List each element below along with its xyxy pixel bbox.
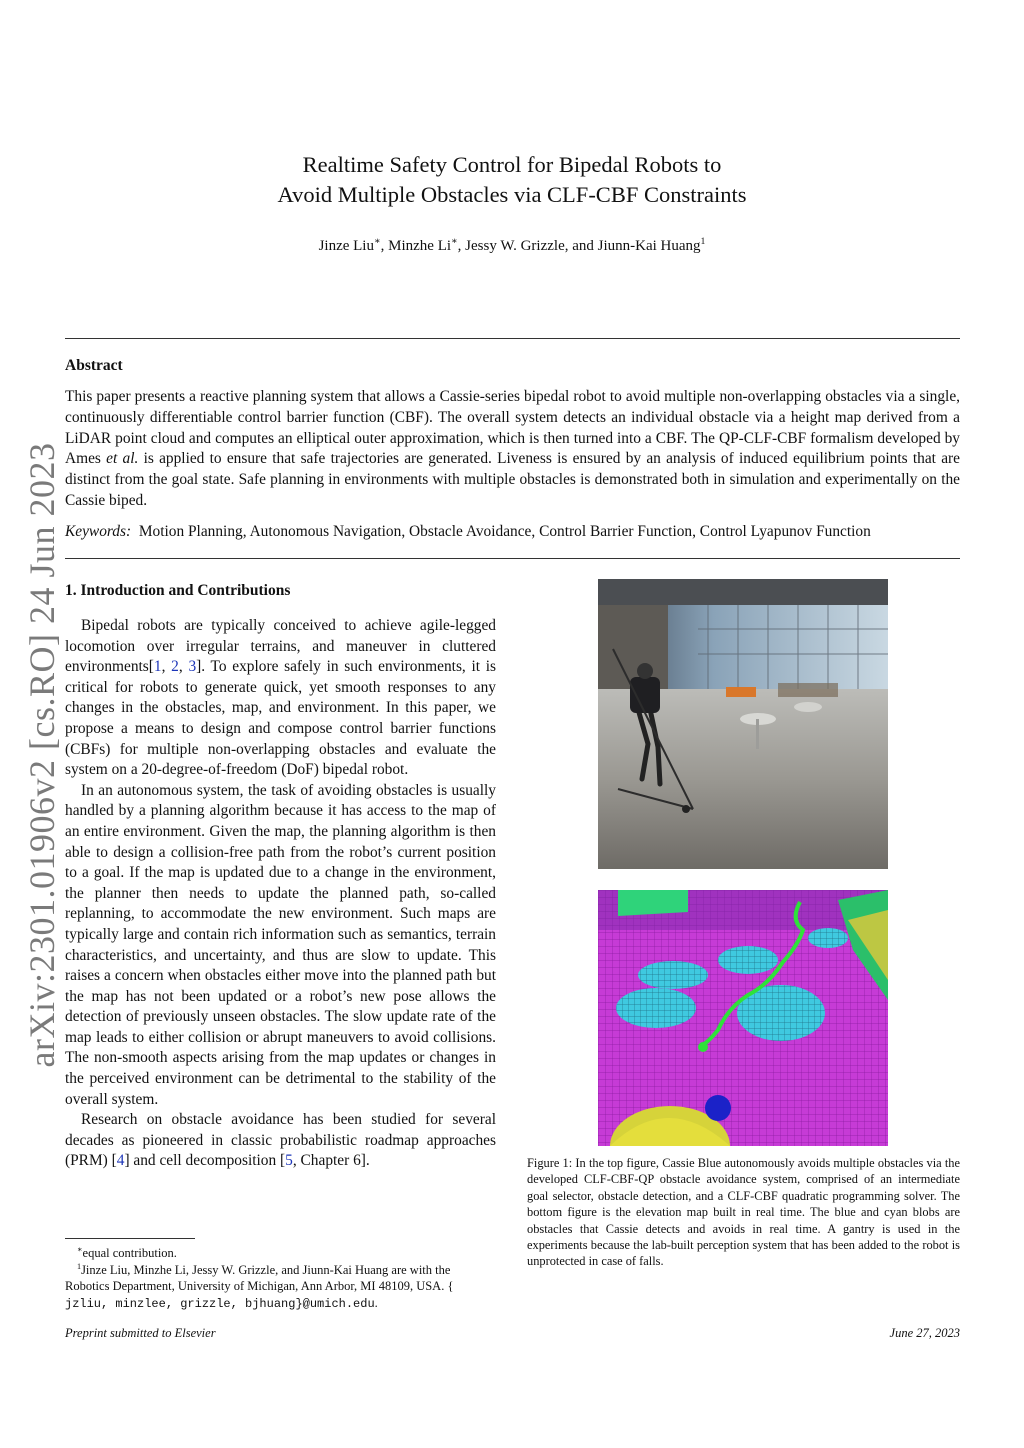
bottom-rule	[65, 558, 960, 559]
figure-caption: Figure 1: In the top figure, Cassie Blue autonomously avoids multiple obstacles via the developed CLF-CBF-QP obstacle avoidance system, comprised of an intermediate goal selector, obstacle detection, and a CLF-CBF quadratic programming solver. The bottom figure is the elevation map built in real time. The blue and cyan blobs are obstacles that Cassie detects and avoids in real time. A gantry is used in the experiments because the lab-built perception system that has been added to the robot is unprotected in case of falls.	[527, 1156, 960, 1269]
footnote-text: .	[374, 1295, 378, 1310]
footnote-text: equal contribution.	[82, 1246, 177, 1260]
paragraph-text: Bipedal robots are typically conceived to achieve agile-legged locomotion over irregular terrains, and maneuver in cluttered environments[	[65, 617, 496, 676]
title-line-2: Avoid Multiple Obstacles via CLF-CBF Constraints	[277, 182, 747, 207]
footnote-mark: ∗	[77, 1244, 83, 1254]
abstract-heading: Abstract	[65, 357, 123, 374]
paragraph-2: In an autonomous system, the task of avoiding obstacles is usually handled by a planning algorithm because it has access to the map of an entire environment. Given the map, the planning algorithm is then able to design a collision-free path from the robot’s current position to a goal. If the map is updated due to a change in the environment, the planner then needs to update the planned path, so-called replanning, to accommodate the new environment. Such maps are typically large and contain rich information such as semantics, terrain characteristics, and uncertainty, and thus are slow to update. This raises a concern when obstacles either move into the planned path but the map has not been updated or a robot’s new pose allows the detection of previously unseen obstacles. The slow update rate of the map leads to either collision or abrupt maneuvers to avoid collisions. The non-smooth aspects arising from the map updates or changes in the perceived environment can be detrimental to the stability of the overall system.	[65, 781, 496, 1108]
citation-link[interactable]: 5	[285, 1152, 293, 1170]
citation-separator: ,	[178, 658, 189, 676]
citation-link[interactable]: 4	[116, 1152, 125, 1170]
paragraph-text: Research on obstacle avoidance has been studied for several decades as pioneered in classic probabilistic roadmap approaches (PRM) [	[65, 1111, 496, 1170]
equal-mark: ∗	[373, 236, 381, 247]
keywords-text: Motion Planning, Autonomous Navigation, Obstacle Avoidance, Control Barrier Function, Control Lyapunov Function	[138, 523, 871, 540]
arxiv-stamp	[20, 442, 64, 1068]
citation-separator: ,	[161, 658, 172, 676]
author-separator: ,	[380, 238, 389, 254]
top-rule	[65, 338, 960, 339]
title-line-1: Realtime Safety Control for Bipedal Robots to	[302, 152, 722, 177]
cassie-photo	[598, 579, 888, 869]
author-3: Jessy W. Grizzle, and Jiunn-Kai Huang	[465, 238, 701, 254]
footnotes	[65, 1245, 496, 1312]
paragraph-1	[65, 616, 496, 781]
author-2: Minzhe Li	[388, 238, 452, 254]
keywords	[65, 522, 960, 542]
paragraph-text: , Chapter 6].	[292, 1152, 370, 1170]
author-1: Jinze Liu	[318, 238, 374, 254]
section-heading: 1. Introduction and Contributions	[65, 582, 291, 599]
abstract-text: is applied to ensure that safe trajectories are generated. Liveness is ensured by an analysis of induced equilibrium points that are distinct from the goal state. Safe planning in environments with multiple obstacles is demonstrated both in simulation and experimentally on the Cassie biped.	[65, 450, 960, 509]
author-separator: ,	[457, 238, 466, 254]
paragraph-text: ]. To explore safely in such environments, it is critical for robots to generate quick, yet smooth responses to any changes in the obstacles, map, and environment. In this paper, we propose a means to design and compose control barrier functions (CBFs) for multiple non-overlapping obstacles and evaluate the system on a 20-degree-of-freedom (DoF) bipedal robot.	[65, 658, 496, 779]
elevation-map	[598, 890, 888, 1146]
citation-link[interactable]: 2	[171, 658, 179, 676]
keywords-label: Keywords:	[65, 523, 132, 540]
footnote-equal	[65, 1245, 496, 1262]
abstract-text: This paper presents a reactive planning system that allows a Cassie-series bipedal robot to avoid multiple non-overlapping obstacles via a single, continuously differentiable control barrier function (CBF). The overall system detects an individual obstacle via a height map derived from a LiDAR point cloud and computes an elliptical outer approximation, which is then turned into a CBF. The QP-CLF-CBF formalism developed by Ames	[65, 388, 960, 468]
abstract-etal: et al.	[106, 450, 139, 468]
author-list	[0, 238, 1024, 255]
paragraph-text: ] and cell decomposition [	[124, 1152, 286, 1170]
arxiv-id: arXiv:2301.01906v2 [cs.RO] 24 Jun 2023	[22, 442, 62, 1068]
footnote-mark: 1	[77, 1261, 82, 1271]
preprint-note: Preprint submitted to Elsevier	[65, 1326, 216, 1340]
citation-link[interactable]: 1	[153, 658, 162, 676]
email-list: jzliu, minzlee, grizzle, bjhuang}@umich.edu	[65, 1296, 375, 1311]
page-date: June 27, 2023	[889, 1326, 960, 1340]
footnote-rule	[65, 1238, 195, 1239]
body-text	[65, 616, 496, 1172]
paragraph-3	[65, 1110, 496, 1172]
footnote-text: Jinze Liu, Minzhe Li, Jessy W. Grizzle, and Jiunn-Kai Huang are with the Robotics Department, University of Michigan, Ann Arbor, MI 48109, USA. {	[65, 1262, 454, 1293]
abstract-body	[65, 387, 960, 512]
affiliation-mark: 1	[700, 236, 706, 247]
paper-title	[0, 150, 1024, 210]
footnote-affiliation	[65, 1262, 496, 1313]
equal-mark: ∗	[451, 236, 458, 247]
citation-link[interactable]: 3	[188, 658, 197, 676]
